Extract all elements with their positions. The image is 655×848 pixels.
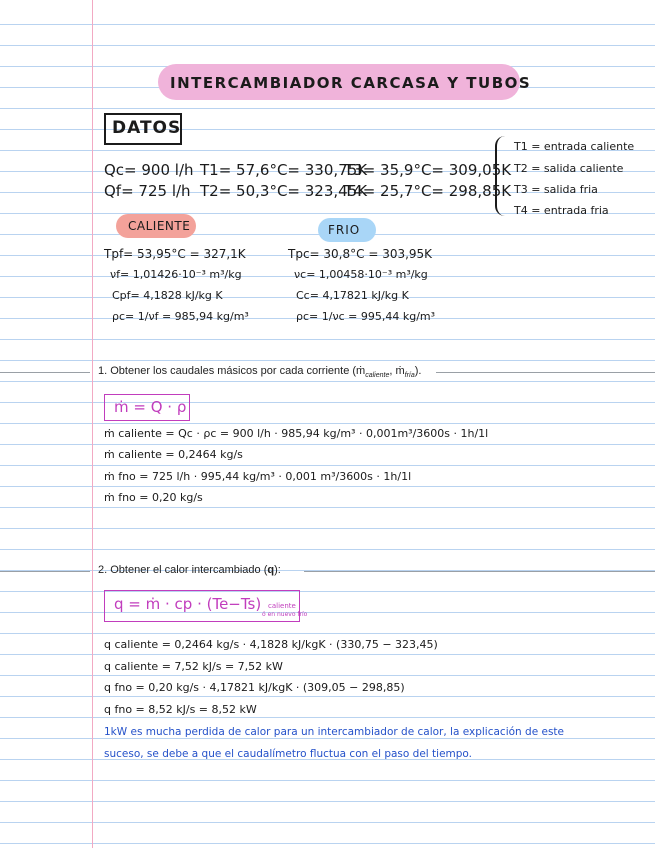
frio-line: Cc= 4,17821 kJ/kg K bbox=[296, 289, 409, 302]
conclusion-line: suceso, se debe a que el caudalímetro fluctua con el paso del tiempo. bbox=[104, 748, 473, 760]
question-1 bbox=[98, 365, 421, 379]
question-text: Obtener el calor intercambiado ( bbox=[110, 564, 268, 576]
caliente-line: Cpf= 4,1828 kJ/kg K bbox=[112, 289, 223, 302]
question-bold: q bbox=[267, 564, 275, 576]
calc-line: q fno = 0,20 kg/s · 4,17821 kJ/kgK · (309,05 − 298,85) bbox=[104, 681, 405, 694]
heading-rule bbox=[0, 372, 90, 373]
margin-line bbox=[92, 0, 93, 848]
question-text: Obtener los caudales másicos por cada corriente (ṁ bbox=[110, 365, 366, 377]
formula-subscript: caliente bbox=[268, 602, 296, 610]
calc-line: ṁ caliente = Qc · ρc = 900 l/h · 985,94 kg/m³ · 0,001m³/3600s · 1h/1l bbox=[104, 427, 489, 440]
temp-t2: T2= 50,3°C= 323,45K bbox=[200, 182, 368, 200]
frio-line: νc= 1,00458·10⁻³ m³/kg bbox=[294, 268, 428, 281]
question-2 bbox=[98, 564, 281, 576]
legend-item: T3 = salida fria bbox=[514, 183, 598, 196]
question-text: , ṁ bbox=[389, 365, 405, 377]
calc-line: q fno = 8,52 kJ/s = 8,52 kW bbox=[104, 703, 257, 716]
heading-rule bbox=[0, 571, 90, 572]
frio-line: Tpc= 30,8°C = 303,95K bbox=[288, 247, 433, 261]
caliente-line: ρc= 1/νf = 985,94 kg/m³ bbox=[112, 310, 249, 323]
heading-rule bbox=[436, 372, 655, 373]
frio-label: FRIO bbox=[328, 223, 361, 237]
subscript: caliente bbox=[365, 372, 390, 380]
formula-subscript-part: ó bbox=[262, 611, 266, 618]
question-number: 1. bbox=[98, 365, 108, 377]
formula-subscript bbox=[262, 611, 307, 618]
frio-line: ρc= 1/νc = 995,44 kg/m³ bbox=[296, 310, 436, 323]
legend-item: T2 = salida caliente bbox=[514, 162, 624, 175]
temp-t4: T4= 25,7°C= 298,85K bbox=[344, 182, 512, 200]
calc-line: q caliente = 7,52 kJ/s = 7,52 kW bbox=[104, 660, 283, 673]
question-text: ). bbox=[414, 365, 422, 377]
calc-line: ṁ fno = 0,20 kg/s bbox=[104, 491, 203, 504]
legend-brace bbox=[495, 136, 507, 216]
conclusion-line: 1kW es mucha perdida de calor para un intercambiador de calor, la explicación de este bbox=[104, 726, 565, 738]
caliente-line: νf= 1,01426·10⁻³ m³/kg bbox=[110, 268, 242, 281]
calc-line: q caliente = 0,2464 kg/s · 4,1828 kJ/kgK · (330,75 − 323,45) bbox=[104, 638, 438, 651]
datos-heading: DATOS bbox=[112, 118, 182, 138]
subscript: fría bbox=[404, 372, 415, 380]
formula-mass-flow: ṁ = Q · ρ bbox=[114, 398, 187, 416]
question-number: 2. bbox=[98, 564, 108, 576]
heading-rule bbox=[304, 571, 655, 572]
calc-line: ṁ caliente = 0,2464 kg/s bbox=[104, 448, 243, 461]
caliente-label: CALIENTE bbox=[128, 219, 191, 233]
question-text: ): bbox=[274, 564, 281, 576]
page-title: INTERCAMBIADOR CARCASA Y TUBOS bbox=[170, 74, 532, 92]
formula-heat: q = ṁ · cp · (Te−Ts) bbox=[114, 595, 262, 613]
legend-item: T4 = entrada fria bbox=[514, 204, 609, 217]
temp-t3: T3= 35,9°C= 309,05K bbox=[344, 161, 512, 179]
formula-subscript-part: en nuevo frío bbox=[267, 611, 308, 618]
temp-t1: T1= 57,6°C= 330,75K bbox=[200, 161, 368, 179]
caudal-frio: Qf= 725 l/h bbox=[104, 182, 191, 200]
legend-item: T1 = entrada caliente bbox=[514, 140, 635, 153]
caudal-caliente: Qc= 900 l/h bbox=[104, 161, 194, 179]
calc-line: ṁ fno = 725 l/h · 995,44 kg/m³ · 0,001 m³/3600s · 1h/1l bbox=[104, 470, 412, 483]
caliente-line: Tpf= 53,95°C = 327,1K bbox=[104, 247, 246, 261]
